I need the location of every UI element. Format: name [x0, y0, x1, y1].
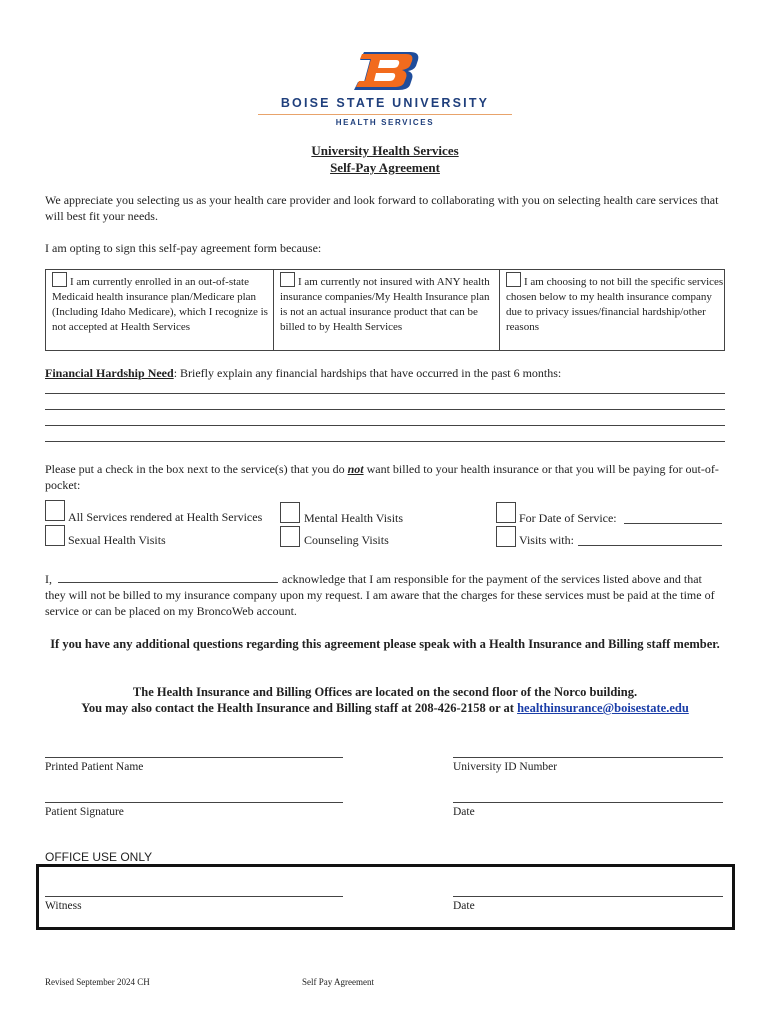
reason-option-privacy — [500, 270, 724, 350]
reason-option-medicaid — [46, 270, 274, 350]
hardship-line-4[interactable] — [45, 441, 725, 442]
all-services-label: All Services rendered at Health Services — [68, 510, 263, 524]
visits-with-label: Visits with: — [519, 533, 574, 547]
acknowledge-paragraph — [45, 571, 725, 619]
patient-signature-label: Patient Signature — [45, 806, 124, 818]
university-logo — [258, 48, 512, 132]
services-prompt-after: want billed to your health insurance or that you will be paying for out-of-pocket: — [45, 462, 719, 492]
logo-divider — [258, 114, 512, 115]
questions-notice: If you have any additional questions regarding this agreement please speak with a Health Insurance and Billing staff member. — [50, 637, 720, 651]
hardship-line-3[interactable] — [45, 425, 725, 426]
sexual-health-checkbox[interactable] — [45, 525, 65, 546]
sexual-health-label: Sexual Health Visits — [68, 533, 166, 547]
services-prompt — [45, 461, 725, 493]
services-prompt-emphasis: not — [347, 462, 364, 476]
footer-revised: Revised September 2024 CH — [45, 977, 150, 987]
university-id-line[interactable] — [453, 757, 723, 758]
mental-health-checkbox[interactable] — [280, 502, 300, 523]
reason-option-text: I am currently not insured with ANY health insurance companies/My Health Insurance plan is not an actual insurance product that can be billed to by Health Services — [280, 276, 490, 333]
services-prompt-before: Please put a check in the box next to the service(s) that you do — [45, 462, 348, 476]
witness-line[interactable] — [45, 896, 343, 897]
hardship-line-2[interactable] — [45, 409, 725, 410]
reason-options-box — [45, 269, 725, 351]
date-line[interactable] — [453, 802, 723, 803]
reason-checkbox-medicaid[interactable] — [52, 272, 67, 287]
contact-text: You may also contact the Health Insurance and Billing staff at 208-426-2158 or at — [81, 701, 518, 715]
reason-option-text: I am currently enrolled in an out-of-state Medicaid health insurance plan/Medicare plan (Including Idaho Medicare), which I recognize is not accepted at Health Services — [52, 276, 268, 333]
location-notice: The Health Insurance and Billing Offices are located on the second floor of the Norco building. — [132, 685, 638, 699]
printed-name-label: Printed Patient Name — [45, 761, 144, 773]
page-subtitle: Self-Pay Agreement — [330, 160, 440, 175]
reason-option-text: I am choosing to not bill the specific services chosen below to my health insurance company due to privacy issues/financial hardship/other reasons — [506, 276, 724, 333]
office-use-label: OFFICE USE ONLY — [45, 850, 153, 864]
date-of-service-checkbox[interactable] — [496, 502, 516, 523]
hardship-label: Financial Hardship Need — [45, 366, 174, 380]
office-date-line[interactable] — [453, 896, 723, 897]
date-label: Date — [453, 806, 475, 818]
contact-email-link[interactable]: healthinsurance@boisestate.edu — [517, 701, 689, 715]
witness-label: Witness — [45, 900, 82, 912]
page-title: University Health Services — [311, 143, 459, 158]
office-use-box — [36, 864, 735, 930]
counseling-label: Counseling Visits — [304, 533, 389, 547]
hardship-text: : Briefly explain any financial hardships that have occurred in the past 6 months: — [173, 366, 562, 380]
acknowledge-text: acknowledge that I am responsible for the payment of the services listed above and that they will not be billed to my insurance company upon my request. I am aware that the charges for these services must be paid at the time of service or can be placed on my BroncoWeb account. — [45, 572, 715, 618]
visits-with-line[interactable] — [578, 545, 722, 546]
opting-prompt: I am opting to sign this self-pay agreement form because: — [45, 241, 322, 255]
office-date-label: Date — [453, 900, 475, 912]
block-b-logo-icon — [258, 48, 512, 94]
date-of-service-line[interactable] — [624, 523, 722, 524]
reason-option-uninsured — [274, 270, 500, 350]
contact-notice — [0, 700, 770, 717]
date-of-service-label: For Date of Service: — [519, 511, 617, 525]
visits-with-checkbox[interactable] — [496, 526, 516, 547]
counseling-checkbox[interactable] — [280, 526, 300, 547]
printed-name-line[interactable] — [45, 757, 343, 758]
patient-signature-line[interactable] — [45, 802, 343, 803]
hardship-line-1[interactable] — [45, 393, 725, 394]
reason-checkbox-uninsured[interactable] — [280, 272, 295, 287]
reason-checkbox-privacy[interactable] — [506, 272, 521, 287]
hardship-prompt — [45, 365, 725, 381]
logo-department-name: HEALTH SERVICES — [335, 118, 435, 127]
mental-health-label: Mental Health Visits — [304, 511, 404, 525]
intro-paragraph: We appreciate you selecting us as your health care provider and look forward to collaborating with you on selecting health care services that will best fit your needs. — [45, 193, 719, 223]
acknowledge-name-line[interactable] — [58, 572, 278, 583]
acknowledge-prefix: I, — [45, 572, 52, 586]
footer-doc-name: Self Pay Agreement — [302, 977, 374, 987]
logo-university-name: BOISE STATE UNIVERSITY — [280, 96, 490, 110]
university-id-label: University ID Number — [453, 761, 558, 773]
all-services-checkbox[interactable] — [45, 500, 65, 521]
